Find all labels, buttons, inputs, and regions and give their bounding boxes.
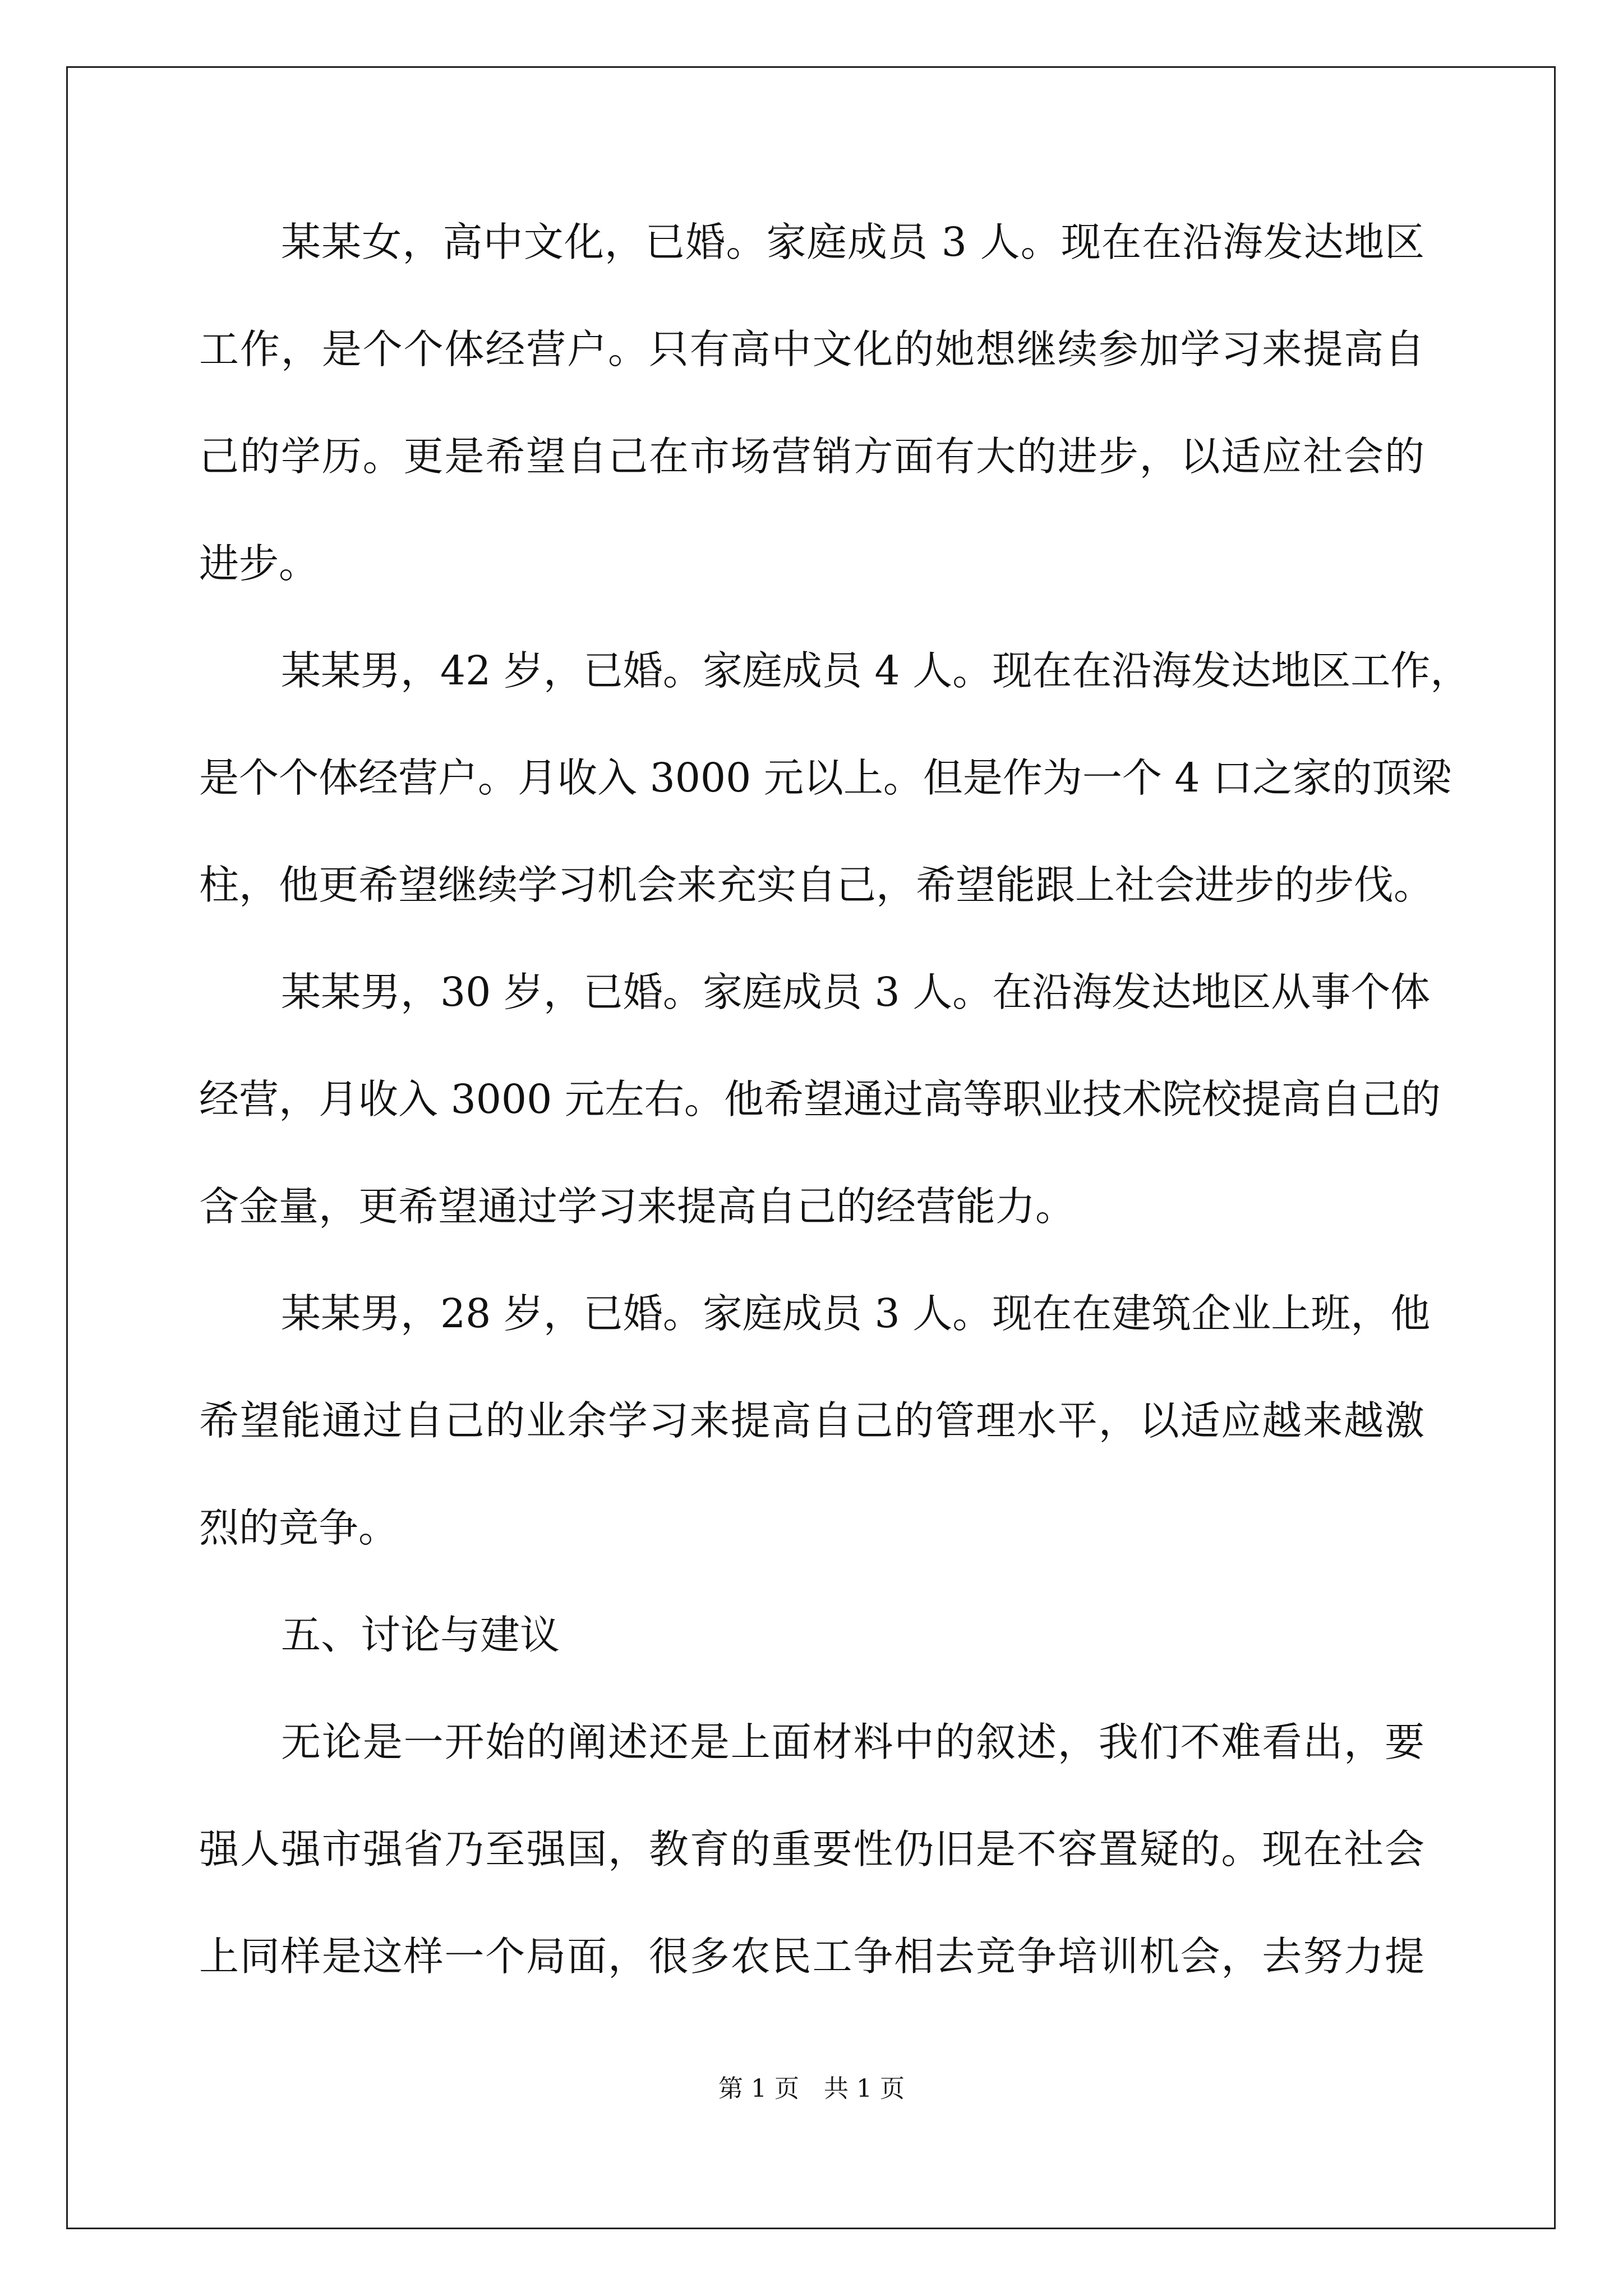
paragraph-line: 某某女，高中文化，已婚。家庭成员 3 人。现在在沿海发达地区 [281, 219, 1424, 265]
section-heading: 五、讨论与建议 [281, 1612, 560, 1658]
paragraph-line: 某某男，28 岁，已婚。家庭成员 3 人。现在在建筑企业上班，他 [281, 1290, 1431, 1337]
paragraph-line: 经营，月收入 3000 元左右。他希望通过高等职业技术院校提高自己的 [199, 1076, 1441, 1122]
paragraph-line: 某某男，30 岁，已婚。家庭成员 3 人。在沿海发达地区从事个体 [281, 969, 1431, 1015]
paragraph-line: 希望能通过自己的业余学习来提高自己的管理水平，以适应越来越激 [199, 1397, 1424, 1444]
paragraph-line: 烈的竞争。 [199, 1504, 399, 1551]
paragraph-line: 工作，是个个体经营户。只有高中文化的她想继续参加学习来提高自 [199, 326, 1424, 372]
paragraph-line: 强人强市强省乃至强国，教育的重要性仍旧是不容置疑的。现在社会 [199, 1826, 1424, 1872]
paragraph-line: 是个个体经营户。月收入 3000 元以上。但是作为一个 4 口之家的顶梁 [199, 754, 1452, 801]
paragraph-line: 柱，他更希望继续学习机会来充实自己，希望能跟上社会进步的步伐。 [199, 862, 1434, 908]
paragraph-line: 含金量，更希望通过学习来提高自己的经营能力。 [199, 1183, 1076, 1230]
page-border [66, 66, 1556, 2229]
paragraph-line: 上同样是这样一个局面，很多农民工争相去竞争培训机会，去努力提 [199, 1933, 1424, 1980]
paragraph-line: 进步。 [199, 540, 319, 587]
page-footer: 第 1 页 共 1 页 [718, 2074, 905, 2103]
paragraph-line: 无论是一开始的阐述还是上面材料中的叙述，我们不难看出，要 [281, 1719, 1424, 1765]
paragraph-line: 己的学历。更是希望自己在市场营销方面有大的进步，以适应社会的 [199, 433, 1424, 480]
paragraph-line: 某某男，42 岁，已婚。家庭成员 4 人。现在在沿海发达地区工作， [281, 647, 1470, 694]
